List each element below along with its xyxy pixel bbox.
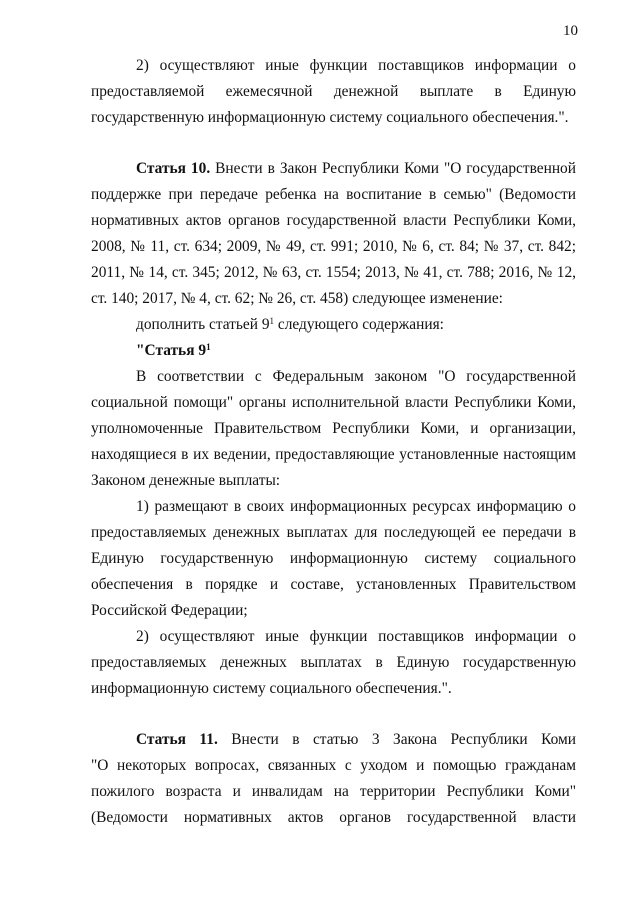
item1-line-5: Российской Федерации; <box>91 602 248 619</box>
item2-line-2: предоставляемых денежных выплатах в Единую государственную <box>91 654 576 671</box>
body-line-5: Законом денежные выплаты: <box>91 472 281 489</box>
page-number: 10 <box>563 23 578 39</box>
article11-first-line <box>136 730 576 750</box>
body-line-2: социальной помощи" органы исполнительной власти Республики Коми, <box>91 394 576 411</box>
article11-line-1: Внести в статью 3 Закона Республики Коми <box>217 731 576 748</box>
article11-line-2: "О некоторых вопросах, связанных с уходом и помощью гражданам <box>91 757 576 774</box>
article10-heading: Статья 10. <box>136 160 211 177</box>
amendment-pre: дополнить статьей 9 <box>136 316 270 333</box>
body-line-4: находящиеся в их ведении, предоставляющие установленные настоящим <box>91 446 576 463</box>
article11-line-3: пожилого возраста и инвалидам на территории Республики Коми" <box>91 783 576 800</box>
intro-line-2: предоставляемой ежемесячной денежной выплате в Единую <box>91 83 576 100</box>
item2-line-3: информационную систему социального обеспечения.". <box>91 680 452 697</box>
intro-line-3: государственную информационную систему социального обеспечения.". <box>91 109 569 126</box>
amendment-sup: 1 <box>269 316 275 326</box>
article11-line-4: (Ведомости нормативных актов органов государственной власти <box>91 809 576 826</box>
article11-heading: Статья 11. <box>136 731 218 748</box>
article10-line-1: Внести в Закон Республики Коми "О государственной <box>210 160 576 177</box>
body-line-1: В соответствии с Федеральным законом "О государственной <box>136 368 576 385</box>
new-article-title-sup: 1 <box>206 342 211 352</box>
article10-line-3: нормативных актов органов государственной власти Республики Коми, <box>91 212 576 229</box>
article10-line-6: ст. 140; 2017, № 4, ст. 62; № 26, ст. 458) следующее изменение: <box>91 290 503 307</box>
article10-line-5: 2011, № 14, ст. 345; 2012, № 63, ст. 1554; 2013, № 41, ст. 788; 2016, № 12, <box>91 264 576 281</box>
article10-first-line <box>136 159 576 179</box>
body-line-3: уполномоченные Правительством Республики Коми, и организации, <box>91 420 576 437</box>
article10-amendment-line <box>136 315 576 335</box>
item1-line-4: обеспечения в порядке и составе, установленных Правительством <box>91 576 576 593</box>
new-article-title-text: "Статья 9 <box>136 342 207 359</box>
item2-line-1: 2) осуществляют иные функции поставщиков информации о <box>136 628 576 645</box>
item1-line-3: Единую государственную информационную систему социального <box>91 550 576 567</box>
new-article-title <box>136 341 576 361</box>
item1-line-1: 1) размещают в своих информационных ресурсах информацию о <box>136 498 576 515</box>
article10-line-2: поддержке при передаче ребенка на воспитание в семью" (Ведомости <box>91 186 576 203</box>
amendment-post: следующего содержания: <box>274 316 444 333</box>
intro-line-1: 2) осуществляют иные функции поставщиков информации о <box>136 57 576 74</box>
item1-line-2: предоставляемых денежных выплатах для последующей ее передачи в <box>91 524 576 541</box>
article10-line-4: 2008, № 11, ст. 634; 2009, № 49, ст. 991; 2010, № 6, ст. 84; № 37, ст. 842; <box>91 238 576 255</box>
